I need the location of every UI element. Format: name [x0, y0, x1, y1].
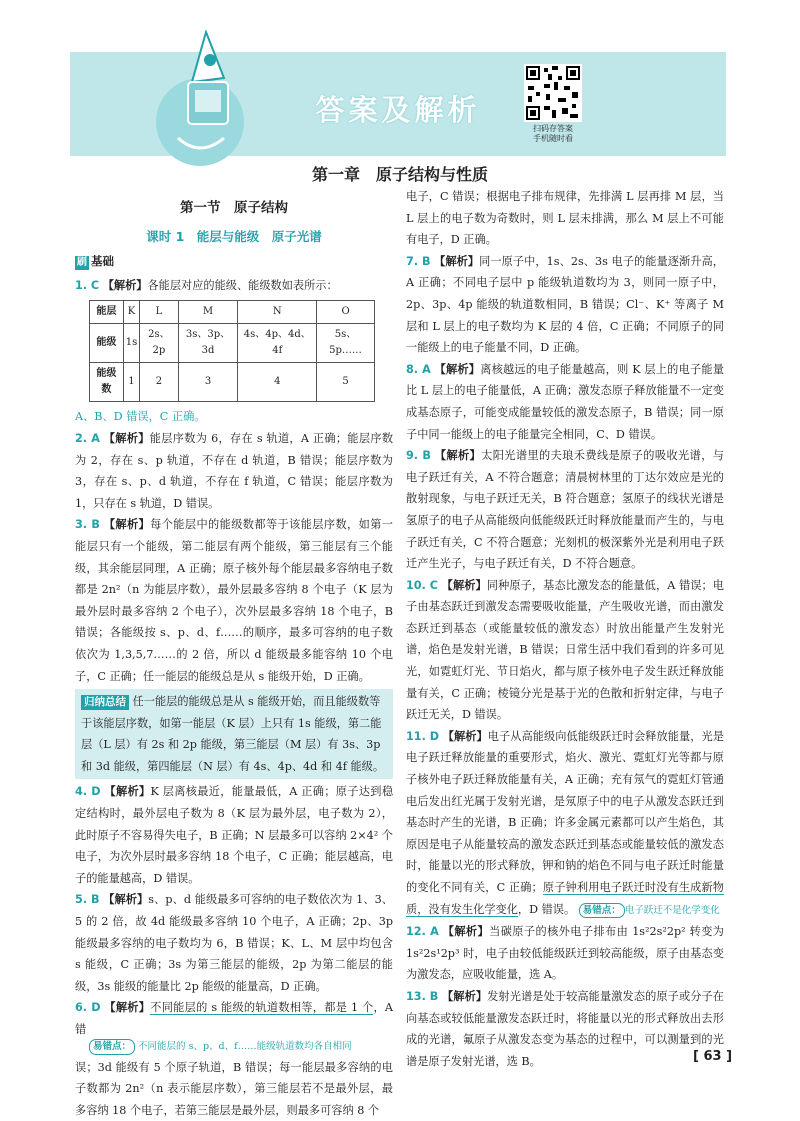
answer-text: 发射光谱是处于较高能量激发态的原子或分子在向基态或较低能量激发态跃迁时，将能量以光的形式释放出去形成的光谱，氟原子从激发态变为基态的过程中，可以测量到的光谱是原子发射光谱，选 B。 — [406, 989, 724, 1068]
answer-number: 8. A — [406, 362, 431, 376]
energy-level-table — [89, 300, 375, 402]
analysis-label: 【解析】 — [434, 362, 481, 376]
mistake-note — [75, 1039, 393, 1055]
answer-text: 当碳原子的核外电子排布由 1s²2s²2p² 转变为 1s²2s¹2p³ 时，电子由较低能级跃迁到较高能级，原子由基态变为激发态，应吸收能量，选 A。 — [406, 925, 724, 982]
answer-6 — [75, 997, 393, 1040]
page-number: [ 63 ] — [693, 1049, 733, 1064]
table-cell: 3s、3p、3d — [178, 324, 238, 363]
answer-number: 13. B — [406, 989, 439, 1003]
answer-7 — [406, 251, 724, 359]
table-cell: L — [140, 301, 178, 324]
table-row — [90, 363, 375, 402]
table-cell: K — [123, 301, 140, 324]
answer-text: 电子从高能级向低能级跃迁时会释放能量，光是电子跃迁释放能量的重要形式，焰火、激光、霓虹灯光等都与原子核外电子跃迁释放能量有关，A 正确；充有氖气的霓虹灯管通电后发出红光属于发射光谱，是氖原子中的电子从激发态跃迁到基态时产生的光谱，B 正确；许多金属元素都可以产生焰色，其原因是电子从能量较高的激发态跃迁到基态或能量较低的激发态时，能量以光的形式释放，钾和钠的焰色不同与电子跃迁时能量的变化不同有关，C 正确； — [406, 729, 724, 894]
table-cell: 1 — [123, 363, 140, 402]
answer-11 — [406, 726, 724, 921]
answer-text: A、B、D 错误， — [75, 410, 160, 424]
lesson-title: 课时 1 能层与能级 原子光谱 — [146, 228, 322, 244]
qr-caption: 扫码存答案 手机随时看 — [533, 124, 573, 143]
answer-text: s、p、d 能级最多可容纳的电子数依次为 1、3、5 的 2 倍，故 4d 能级最多容纳 10 个电子，A 正确；2p、3p 能级最多容纳的电子数均为 6，B 错误；K、L、M 层中均包含 s 能级，C 正确；3s 为第三能层的能级，2p 为第二能层的能级，3s 能级的能量比 2p 能级的能量高，D 正确。 — [75, 893, 393, 993]
analysis-label: 【解析】 — [103, 431, 150, 445]
table-cell: N — [238, 301, 317, 324]
analysis-label: 【解析】 — [442, 989, 488, 1003]
table-cell: 5 — [317, 363, 375, 402]
answer-text: 同种原子，基态比激发态的能量低，A 错误；电子由基态跃迁到激发态需要吸收能量，产生吸收光谱，而由激发态跃迁到基态（或能量较低的激发态）时放出能量产生发射光谱，焰色是发射光谱，B 错误；日常生活中我们看到的许多可见光，如霓虹灯光、节日焰火，都与原子核外电子发生跃迁释放能量有关，C 正确；棱镜分光是基于光的色散和折射定律，与电子跃迁无关，D 错误。 — [406, 578, 724, 722]
rocket-logo — [148, 30, 258, 170]
answer-number: 11. D — [406, 729, 440, 743]
answer-number: 12. A — [406, 925, 439, 939]
analysis-label: 【解析】 — [442, 729, 488, 743]
answer-text: 能层序数为 6，存在 s 轨道，A 正确；能层序数为 2，存在 s、p 轨道，不存在 d 轨道，B 错误；能层序数为 3，存在 s、p、d 轨道，不存在 f 轨道，C 错误；能层序数为 1，只存在 s 轨道，D 错误。 — [75, 431, 394, 510]
mistake-note-text: 不同能层的 s、p、d、f……能级轨道数均各自相同 — [138, 1040, 352, 1052]
answer-13 — [406, 986, 724, 1072]
analysis-label: 【解析】 — [442, 925, 490, 939]
summary-text: 任一能层的能级总是从 s 能级开始，而且能级数等于该能层序数，如第一能层（K 层）上只有 1s 能级，第二能层（L 层）有 2s 和 2p 能级，第三能层（M 层）有 3s、3p 和 3d 能级，第四能层（N 层）有 4s、4p、4d 和 4f 能级。 — [81, 695, 385, 773]
answer-text: 误；3d 能级有 5 个原子轨道，B 错误；每一能层最多容纳的电子数都为 2n²（n 表示能层序数），第三能层若不是最外层，最多容纳 18 个电子，若第三能层是最外层，则最多可容纳 8 个 — [75, 1060, 393, 1117]
brush-icon: 刷 — [77, 257, 87, 269]
table-cell: 能级 — [90, 324, 124, 363]
mistake-note-text: 电子跃迁不是化学变化 — [624, 904, 720, 916]
answer-3 — [75, 514, 393, 687]
answer-number: 2. A — [75, 431, 100, 445]
answer-1-conclusion — [75, 406, 393, 428]
answer-9 — [406, 445, 724, 575]
answer-text: K 层离核最近，能量最低，A 正确；原子达到稳定结构时，最外层电子数为 8（K 层为最外层，电子数为 2），此时原子不容易得失电子，B 正确；N 层最多可以容纳 2×4² 个电子，为次外层时最多容纳 18 个电子，C 正确；能层越高，电子的能量越高，D 错误。 — [75, 785, 394, 885]
table-cell: O — [317, 301, 375, 324]
answer-1 — [75, 275, 393, 297]
answer-text: 同一原子中，1s、2s、3s 电子的能量逐渐升高，A 正确；不同电子层中 p 能级轨道数均为 3，则同一原子中，2p、3p、4p 能级的轨道数相同，B 错误；Cl⁻、K⁺ 等离子 M 层和 L 层上的电子数均为 K 层的 4 倍，C 正确；不同原子的同一能级上的电子能量不同，D 正确。 — [406, 254, 724, 355]
mistake-badge: 易错点： — [89, 1039, 135, 1055]
answer-10 — [406, 575, 724, 726]
analysis-label: 【解析】 — [434, 449, 482, 463]
table-cell: 2s、2p — [140, 324, 178, 363]
answer-8 — [406, 359, 724, 445]
summary-box — [75, 689, 393, 779]
mistake-note — [579, 905, 720, 916]
analysis-label: 【解析】 — [102, 278, 148, 292]
answer-text: C 正确。 — [159, 410, 206, 424]
table-row — [90, 324, 375, 363]
answer-number: 9. B — [406, 449, 431, 463]
underlined-text: 原子钟利用电子跃迁时没有生成新物质，没有发生化学变化 — [406, 881, 724, 916]
analysis-label: 【解析】 — [103, 518, 151, 532]
answer-12 — [406, 921, 724, 986]
table-cell: 1s — [123, 324, 140, 363]
right-column — [406, 186, 724, 1072]
table-cell: 3 — [178, 363, 238, 402]
basic-tag-label: 基础 — [91, 254, 114, 269]
answer-number: 1. C — [75, 278, 100, 292]
table-cell: M — [178, 301, 238, 324]
table-cell: 4s、4p、4d、4f — [238, 324, 317, 363]
section-title: 第一节 原子结构 — [180, 200, 288, 216]
answer-number: 4. D — [75, 785, 101, 799]
answer-2 — [75, 428, 393, 514]
table-cell: 能级数 — [90, 363, 124, 402]
answer-text: 太阳光谱里的夫琅禾费线是原子的吸收光谱，与电子跃迁有关，A 不符合题意；清晨树林里的丁达尔效应是光的散射现象，与电子跃迁无关，B 符合题意；氢原子的线状光谱是氢原子的电子从高能级向低能级跃迁时释放能量而产生的，与电子跃迁有关，C 不符合题意；光刻机的极深紫外光是利用电子跃迁产生光子，与电子跃迁有关，D 不符合题意。 — [406, 449, 724, 571]
answer-5 — [75, 889, 393, 997]
analysis-label: 【解析】 — [103, 893, 149, 907]
summary-tag: 归纳总结 — [81, 695, 129, 710]
answer-text: 各能层对应的能级、能级数如表所示： — [147, 278, 338, 292]
answer-number: 6. D — [75, 1001, 101, 1015]
answer-text: 每个能层中的能级数都等于该能层序数，如第一能层只有一个能级，第二能层有两个能级，第三能层有三个能级，其余能层同理，A 正确；原子核外每个能层最多容纳电子数都是 2n²（n 为能层序数），最外层最多容纳 8 个电子（K 层为最外层时最多容纳 2 个电子），次外层最多容纳 18 个电子，B 错误；各能级按 s、p、d、f……的顺序，最多可容纳的电子数依次为 1,3,5,7……的 2 倍，所以 d 能级最多能容纳 10 个电子，C 正确；任一能层的能级总是从 s 能级开始，D 正确。 — [75, 518, 393, 683]
answer-4 — [75, 781, 393, 889]
underlined-text: 不同能层的 s 能级的轨道数相等，都是 1 个 — [150, 1001, 374, 1015]
basic-tag — [75, 251, 393, 273]
answer-text: 电子，C 错误；根据电子排布规律，先排满 L 层再排 M 层，当 L 层上的电子数为奇数时，则 L 层未排满，那么 M 层上不可能有电子，D 正确。 — [406, 190, 724, 247]
qr-code-icon[interactable] — [524, 64, 582, 122]
table-row — [90, 301, 375, 324]
answer-number: 10. C — [406, 578, 439, 592]
table-cell: 能层 — [90, 301, 124, 324]
table-cell: 4 — [238, 363, 317, 402]
answer-number: 7. B — [406, 254, 431, 268]
analysis-label: 【解析】 — [104, 1001, 151, 1015]
analysis-label: 【解析】 — [104, 785, 151, 799]
table-cell: 2 — [140, 363, 178, 402]
answer-text: 离核越远的电子能量越高，则 K 层上的电子能量比 L 层上的电子能量低，A 正确；激发态原子释放能量不一定变成基态原子，可能变成能量较低的激发态原子，B 错误；同一原子中同一能级上的电子能量完全相同，C、D 错误。 — [406, 362, 724, 441]
left-column — [75, 186, 393, 1121]
answer-text: ，D 错误。 — [517, 902, 576, 916]
analysis-label: 【解析】 — [434, 254, 480, 268]
analysis-label: 【解析】 — [441, 578, 487, 592]
banner-title: 答案及解析 — [315, 93, 481, 127]
table-cell: 5s、5p…… — [317, 324, 375, 363]
answer-text: ，A 错 — [75, 1001, 393, 1036]
answer-6-continued — [75, 1057, 393, 1121]
mistake-badge: 易错点： — [579, 903, 625, 918]
answer-6-end — [406, 186, 724, 251]
chapter-title: 第一章 原子结构与性质 — [311, 165, 488, 184]
answer-number: 3. B — [75, 518, 100, 532]
answer-number: 5. B — [75, 893, 100, 907]
